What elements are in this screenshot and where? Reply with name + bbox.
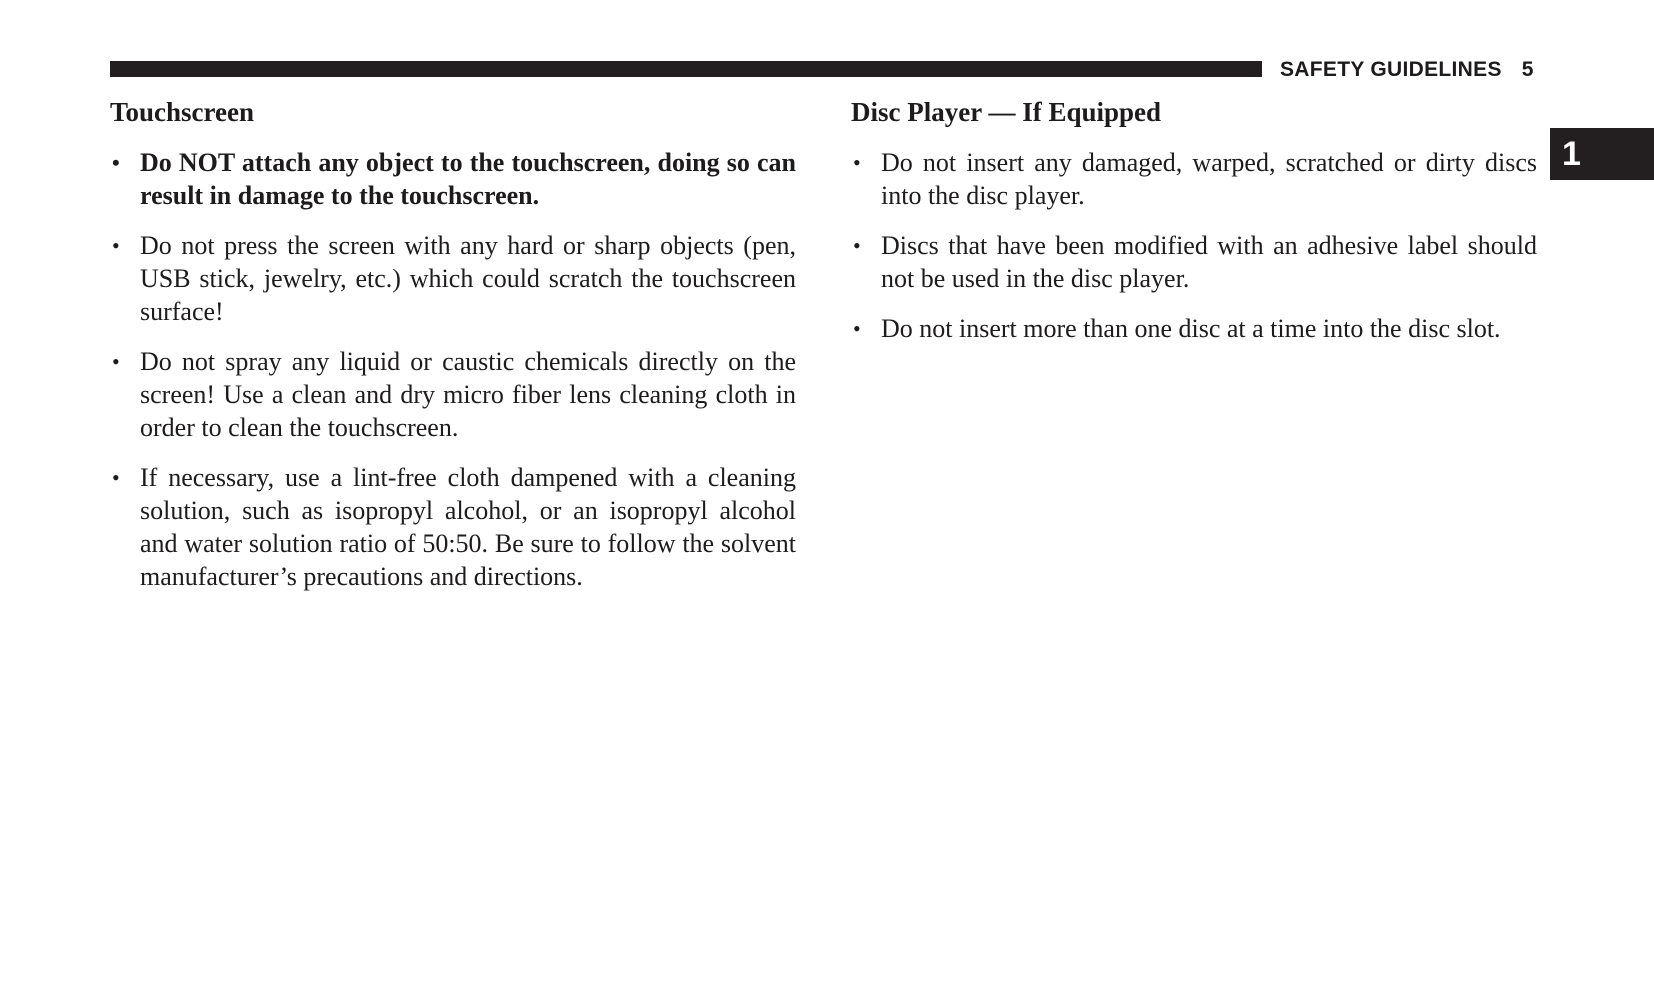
bullet-icon: • [853,150,861,175]
list-item [851,146,1537,212]
bullet-icon: • [853,316,861,341]
list-item-text: Discs that have been modified with an adhesive label should not be used in the disc player. [881,231,1537,293]
list-item [851,312,1537,345]
list-item-text: Do not spray any liquid or caustic chemicals directly on the screen! Use a clean and dry micro fiber lens cleaning cloth in order to clean the touchscreen. [140,347,796,442]
list-item [110,461,796,593]
list-item-text: Do not insert more than one disc at a time into the disc slot. [881,314,1501,343]
list-item-text: If necessary, use a lint-free cloth dampened with a cleaning solution, such as isopropyl alcohol, or an isopropyl alcohol and water solution ratio of 50:50. Be sure to follow the solvent manufacturer’s precautions and directions. [140,463,796,591]
disc-player-heading: Disc Player — If Equipped [851,97,1162,127]
chapter-number: 1 [1562,135,1581,173]
disc-player-list [851,146,1537,345]
section-title: SAFETY GUIDELINES [1280,58,1502,81]
list-item-text: Do not press the screen with any hard or sharp objects (pen, USB stick, jewelry, etc.) which could scratch the touchscreen surface! [140,231,796,326]
touchscreen-list [110,146,796,593]
right-column [851,94,1537,362]
list-item [110,229,796,328]
chapter-tab [1550,128,1654,180]
bullet-icon: • [112,150,120,175]
running-header [1280,56,1534,84]
list-item [110,146,796,212]
bullet-icon: • [112,349,120,374]
left-column [110,94,796,610]
bullet-icon: • [112,233,120,258]
list-item-text: Do not insert any damaged, warped, scratched or dirty discs into the disc player. [881,148,1537,210]
list-item [851,229,1537,295]
list-item [110,345,796,444]
page-number: 5 [1521,58,1534,81]
header-rule [110,61,1262,77]
touchscreen-heading: Touchscreen [110,97,255,127]
bullet-icon: • [853,233,861,258]
list-item-text: Do NOT attach any object to the touchscreen, doing so can result in damage to the touchscreen. [140,148,796,210]
bullet-icon: • [112,465,120,490]
